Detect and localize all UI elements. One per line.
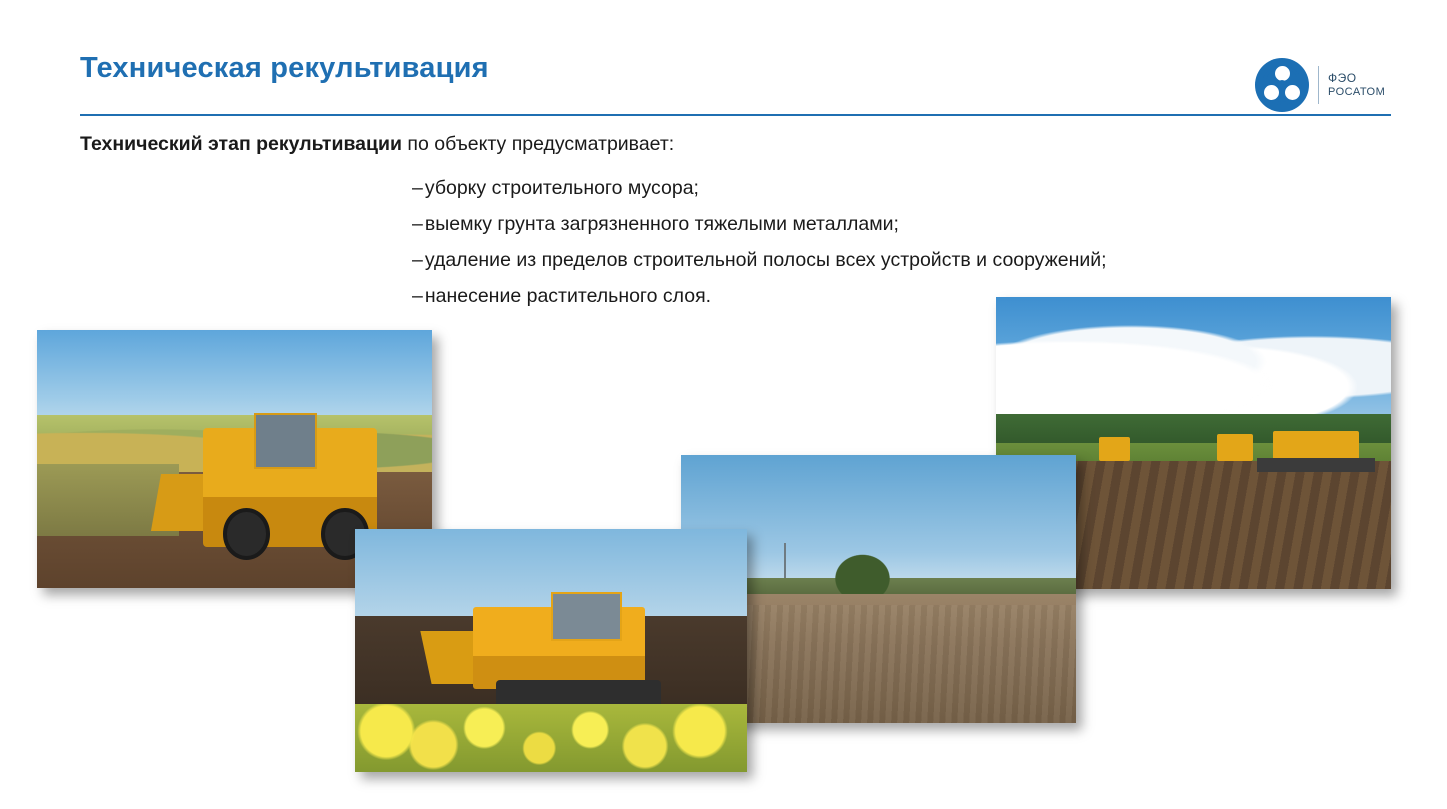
intro-bold-text: Технический этап рекультивации [80,133,402,155]
bullet-dash: – [412,285,423,307]
list-item [412,206,1392,242]
logo-line-1: ФЭО [1328,70,1357,85]
header-divider [80,114,1391,116]
bullet-text: удаление из пределов строительной полосы всех устройств и сооружений; [424,249,1107,271]
logo-text [1328,71,1385,100]
bullet-text: уборку строительного мусора; [424,177,699,199]
intro-rest-text: по объекту предусматривает: [402,133,675,155]
bullet-text: нанесение растительного слоя. [424,285,712,307]
rosatom-emblem-icon [1255,58,1309,112]
logo-line-2: РОСАТОМ [1328,85,1386,98]
bullet-dash: – [412,249,423,271]
bullet-list [412,170,1392,314]
logo-divider [1318,66,1319,104]
list-item [412,242,1392,278]
intro-paragraph [80,133,674,156]
bullet-dash: – [412,213,423,235]
bullet-dash: – [412,177,423,199]
rosatom-logo [1255,56,1391,114]
photo-bulldozer-in-rapeseed-field [355,529,747,772]
page-title: Техническая рекультивация [80,52,489,84]
bullet-text: выемку грунта загрязненного тяжелыми металлами; [424,213,899,235]
list-item [412,170,1392,206]
